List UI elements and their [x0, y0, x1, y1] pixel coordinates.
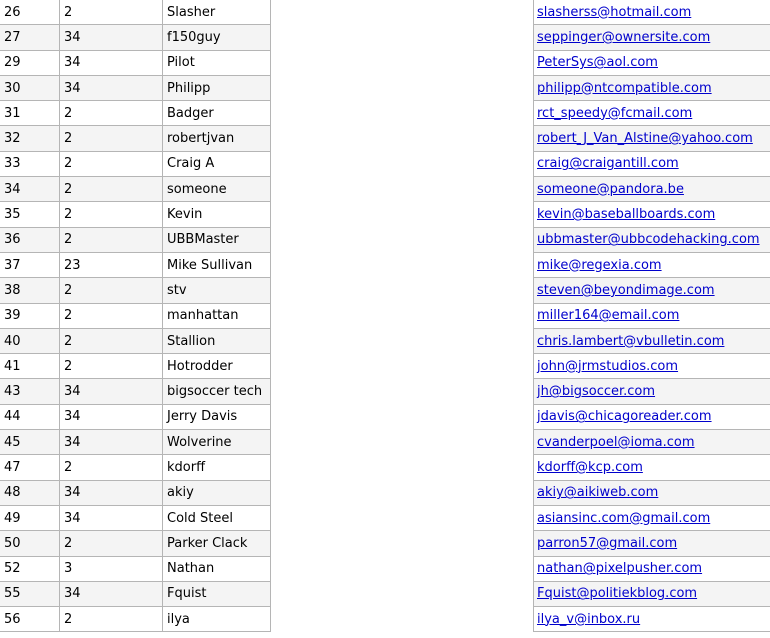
- member-group-cell: 34: [60, 505, 163, 530]
- member-id-cell: 26: [0, 0, 60, 25]
- table-row: [0, 455, 271, 480]
- members-table-left-body: [0, 0, 271, 632]
- member-name-cell: akiy: [163, 480, 271, 505]
- member-name-cell: f150guy: [163, 25, 271, 50]
- email-link[interactable]: robert_J_Van_Alstine@yahoo.com: [537, 131, 753, 147]
- member-name-cell: Nathan: [163, 556, 271, 581]
- member-group-cell: 34: [60, 379, 163, 404]
- member-email-cell: [534, 0, 770, 25]
- table-row: [534, 126, 770, 151]
- member-name-cell: Stallion: [163, 328, 271, 353]
- table-row: [0, 379, 271, 404]
- member-name-cell: someone: [163, 177, 271, 202]
- member-group-cell: 34: [60, 430, 163, 455]
- member-name-cell: Mike Sullivan: [163, 252, 271, 277]
- email-link[interactable]: kevin@baseballboards.com: [537, 207, 716, 223]
- member-group-cell: 2: [60, 101, 163, 126]
- table-row: [0, 151, 271, 176]
- table-row: [534, 252, 770, 277]
- member-id-cell: 35: [0, 202, 60, 227]
- table-row: [0, 556, 271, 581]
- member-email-cell: [534, 202, 770, 227]
- member-id-cell: 44: [0, 404, 60, 429]
- member-group-cell: 2: [60, 126, 163, 151]
- table-row: [0, 177, 271, 202]
- email-link[interactable]: miller164@email.com: [537, 308, 680, 324]
- table-row: [534, 531, 770, 556]
- member-email-cell: [534, 75, 770, 100]
- member-name-cell: kdorff: [163, 455, 271, 480]
- table-row: [534, 328, 770, 353]
- email-link[interactable]: philipp@ntcompatible.com: [537, 80, 712, 96]
- member-id-cell: 27: [0, 25, 60, 50]
- table-row: [0, 607, 271, 632]
- member-id-cell: 50: [0, 531, 60, 556]
- table-row: [534, 404, 770, 429]
- member-email-cell: [534, 252, 770, 277]
- member-group-cell: 2: [60, 607, 163, 632]
- table-row: [534, 581, 770, 606]
- member-name-cell: stv: [163, 278, 271, 303]
- table-row: [0, 126, 271, 151]
- member-group-cell: 2: [60, 227, 163, 252]
- member-name-cell: bigsoccer tech: [163, 379, 271, 404]
- member-email-cell: [534, 556, 770, 581]
- member-email-cell: [534, 581, 770, 606]
- member-id-cell: 48: [0, 480, 60, 505]
- member-group-cell: 2: [60, 455, 163, 480]
- table-row: [0, 531, 271, 556]
- member-group-cell: 2: [60, 278, 163, 303]
- member-email-cell: [534, 531, 770, 556]
- member-group-cell: 2: [60, 303, 163, 328]
- member-email-cell: [534, 328, 770, 353]
- member-email-cell: [534, 126, 770, 151]
- member-group-cell: 23: [60, 252, 163, 277]
- member-group-cell: 2: [60, 177, 163, 202]
- table-row: [534, 75, 770, 100]
- member-name-cell: Craig A: [163, 151, 271, 176]
- member-group-cell: 34: [60, 75, 163, 100]
- member-group-cell: 2: [60, 151, 163, 176]
- table-row: [534, 0, 770, 25]
- member-group-cell: 2: [60, 531, 163, 556]
- member-id-cell: 40: [0, 328, 60, 353]
- table-row: [0, 303, 271, 328]
- member-id-cell: 34: [0, 177, 60, 202]
- member-email-cell: [534, 278, 770, 303]
- email-link[interactable]: kdorff@kcp.com: [537, 459, 643, 475]
- member-id-cell: 31: [0, 101, 60, 126]
- members-table-left: [0, 0, 271, 632]
- table-row: [0, 505, 271, 530]
- member-name-cell: Philipp: [163, 75, 271, 100]
- member-name-cell: Parker Clack: [163, 531, 271, 556]
- member-group-cell: 34: [60, 404, 163, 429]
- email-link[interactable]: rct_speedy@fcmail.com: [537, 105, 693, 121]
- member-name-cell: Slasher: [163, 0, 271, 25]
- email-link[interactable]: parron57@gmail.com: [537, 535, 678, 551]
- table-row: [0, 50, 271, 75]
- member-name-cell: Jerry Davis: [163, 404, 271, 429]
- table-row: [534, 607, 770, 632]
- member-email-cell: [534, 227, 770, 252]
- table-row: [0, 25, 271, 50]
- member-id-cell: 29: [0, 50, 60, 75]
- member-id-cell: 39: [0, 303, 60, 328]
- members-table-right: [533, 0, 770, 632]
- member-name-cell: Hotrodder: [163, 354, 271, 379]
- table-row: [534, 303, 770, 328]
- email-link[interactable]: john@jrmstudios.com: [537, 358, 679, 374]
- member-name-cell: robertjvan: [163, 126, 271, 151]
- member-email-cell: [534, 50, 770, 75]
- table-row: [534, 151, 770, 176]
- email-link[interactable]: slasherss@hotmail.com: [537, 4, 692, 20]
- member-group-cell: 3: [60, 556, 163, 581]
- member-name-cell: Fquist: [163, 581, 271, 606]
- table-row: [0, 328, 271, 353]
- email-link[interactable]: jdavis@chicagoreader.com: [537, 409, 712, 425]
- member-email-cell: [534, 354, 770, 379]
- table-row: [0, 0, 271, 25]
- email-link[interactable]: akiy@aikiweb.com: [537, 485, 659, 501]
- member-email-cell: [534, 177, 770, 202]
- member-name-cell: manhattan: [163, 303, 271, 328]
- email-link[interactable]: jh@bigsoccer.com: [537, 384, 656, 400]
- member-group-cell: 2: [60, 328, 163, 353]
- member-id-cell: 43: [0, 379, 60, 404]
- table-row: [0, 354, 271, 379]
- table-row: [0, 101, 271, 126]
- email-link[interactable]: PeterSys@aol.com: [537, 55, 658, 71]
- email-link[interactable]: nathan@pixelpusher.com: [537, 561, 703, 577]
- member-group-cell: 2: [60, 354, 163, 379]
- table-row: [0, 252, 271, 277]
- member-id-cell: 56: [0, 607, 60, 632]
- table-row: [0, 480, 271, 505]
- email-link[interactable]: mike@regexia.com: [537, 257, 662, 273]
- table-row: [534, 227, 770, 252]
- member-group-cell: 2: [60, 202, 163, 227]
- member-email-cell: [534, 404, 770, 429]
- table-row: [534, 505, 770, 530]
- table-row: [0, 404, 271, 429]
- table-row: [0, 75, 271, 100]
- member-email-cell: [534, 25, 770, 50]
- table-row: [534, 177, 770, 202]
- member-group-cell: 2: [60, 0, 163, 25]
- table-row: [534, 455, 770, 480]
- member-id-cell: 47: [0, 455, 60, 480]
- member-id-cell: 55: [0, 581, 60, 606]
- member-group-cell: 34: [60, 480, 163, 505]
- table-row: [534, 430, 770, 455]
- member-id-cell: 32: [0, 126, 60, 151]
- member-name-cell: Badger: [163, 101, 271, 126]
- email-link[interactable]: craig@craigantill.com: [537, 156, 679, 172]
- member-email-cell: [534, 101, 770, 126]
- table-row: [534, 556, 770, 581]
- member-email-cell: [534, 455, 770, 480]
- email-link[interactable]: steven@beyondimage.com: [537, 282, 715, 298]
- member-email-cell: [534, 480, 770, 505]
- member-id-cell: 30: [0, 75, 60, 100]
- member-name-cell: UBBMaster: [163, 227, 271, 252]
- table-row: [0, 278, 271, 303]
- member-email-cell: [534, 430, 770, 455]
- email-link[interactable]: someone@pandora.be: [537, 181, 684, 197]
- member-id-cell: 41: [0, 354, 60, 379]
- member-email-cell: [534, 607, 770, 632]
- table-row: [534, 354, 770, 379]
- member-id-cell: 52: [0, 556, 60, 581]
- member-email-cell: [534, 151, 770, 176]
- member-id-cell: 38: [0, 278, 60, 303]
- member-id-cell: 36: [0, 227, 60, 252]
- member-id-cell: 33: [0, 151, 60, 176]
- table-row: [534, 480, 770, 505]
- email-link[interactable]: seppinger@ownersite.com: [537, 29, 711, 45]
- member-name-cell: Wolverine: [163, 430, 271, 455]
- member-group-cell: 34: [60, 25, 163, 50]
- member-id-cell: 49: [0, 505, 60, 530]
- members-table-right-body: [534, 0, 770, 632]
- member-email-cell: [534, 303, 770, 328]
- table-row: [534, 101, 770, 126]
- member-name-cell: Kevin: [163, 202, 271, 227]
- member-name-cell: Pilot: [163, 50, 271, 75]
- table-row: [0, 581, 271, 606]
- table-row: [0, 202, 271, 227]
- member-name-cell: Cold Steel: [163, 505, 271, 530]
- table-row: [534, 202, 770, 227]
- email-link[interactable]: ubbmaster@ubbcodehacking.com: [537, 232, 760, 248]
- email-link[interactable]: asiansinc.com@gmail.com: [537, 510, 711, 526]
- email-link[interactable]: ilya_v@inbox.ru: [537, 611, 641, 627]
- member-id-cell: 37: [0, 252, 60, 277]
- member-id-cell: 45: [0, 430, 60, 455]
- table-row: [534, 379, 770, 404]
- table-row: [534, 50, 770, 75]
- member-group-cell: 34: [60, 581, 163, 606]
- email-link[interactable]: Fquist@politiekblog.com: [537, 586, 698, 602]
- member-email-cell: [534, 505, 770, 530]
- member-name-cell: ilya: [163, 607, 271, 632]
- table-row: [0, 430, 271, 455]
- member-group-cell: 34: [60, 50, 163, 75]
- table-row: [534, 25, 770, 50]
- table-row: [0, 227, 271, 252]
- table-row: [534, 278, 770, 303]
- email-link[interactable]: cvanderpoel@ioma.com: [537, 434, 695, 450]
- email-link[interactable]: chris.lambert@vbulletin.com: [537, 333, 725, 349]
- member-email-cell: [534, 379, 770, 404]
